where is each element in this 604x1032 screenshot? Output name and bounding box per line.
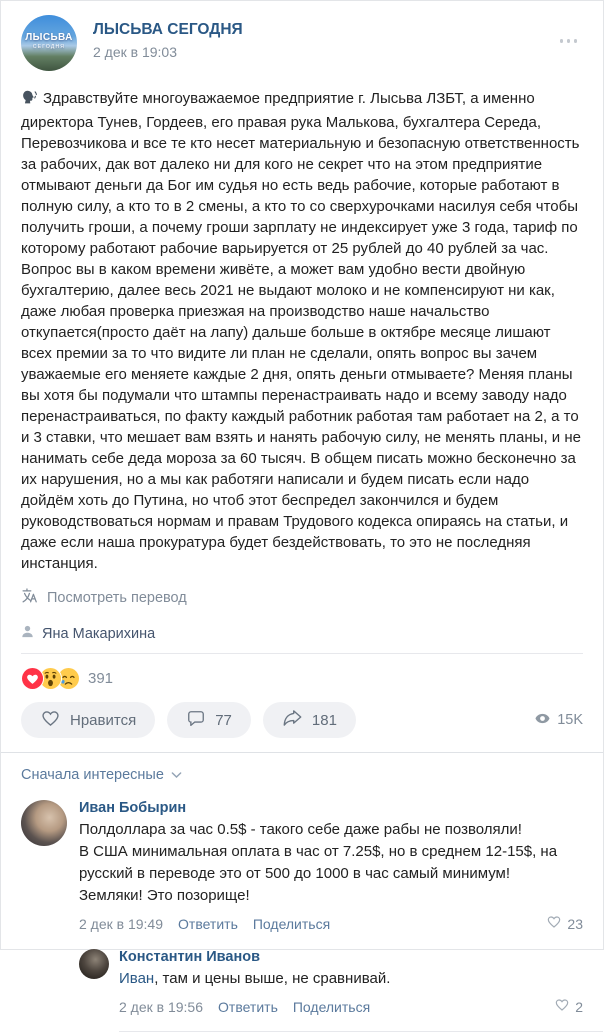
reply-text [119, 968, 583, 990]
translate-link[interactable] [21, 587, 583, 608]
comment-text-line: В США минимальная оплата в час от 7.25$, но в среднем 12-15$, на русский в переводе это от 500 до 1000 в час самый минимум! [79, 843, 558, 882]
reply-body [119, 949, 583, 1016]
post-menu-ellipsis-icon[interactable] [554, 33, 584, 49]
translate-icon [21, 587, 38, 608]
commenter-name-link[interactable]: Иван Бобырин [79, 800, 187, 816]
comment-body [79, 800, 583, 1016]
comments-button[interactable] [167, 702, 251, 738]
reply-likes-count: 2 [575, 998, 583, 1015]
reply-meta [119, 997, 583, 1016]
views-count: 15K [557, 712, 583, 728]
comment-text-line: Полдоллара за час 0.5$ - такого себе даже рабы не позволяли! [79, 821, 522, 838]
reactions-count: 391 [88, 670, 114, 687]
post-date-link[interactable]: 2 дек в 19:03 [93, 44, 178, 60]
replier-name-link[interactable]: Константин Иванов [119, 949, 260, 965]
commenter-avatar[interactable] [21, 800, 67, 846]
share-arrow-icon [282, 708, 303, 733]
heart-outline-icon [554, 997, 570, 1016]
share-button[interactable] [263, 702, 356, 738]
translate-label: Посмотреть перевод [47, 589, 187, 606]
post-header [1, 1, 603, 71]
reply-text-content: , там и цены выше, не сравнивай. [154, 970, 391, 987]
comment-item [21, 800, 583, 1016]
heart-reaction-icon [21, 667, 44, 690]
person-icon [21, 625, 34, 642]
reactions-row[interactable] [21, 667, 583, 690]
replier-avatar[interactable] [79, 949, 109, 979]
like-button[interactable] [21, 702, 155, 738]
avatar-text: ЛЫСЬВА [25, 32, 73, 43]
reply-item [79, 949, 583, 1016]
reply-date-link[interactable]: 2 дек в 19:56 [119, 998, 204, 1015]
mention-link[interactable]: Иван [119, 970, 155, 987]
comment-like-button[interactable] [546, 914, 583, 933]
heart-outline-icon [40, 708, 61, 733]
signature-row[interactable] [21, 625, 583, 654]
comment-text [79, 819, 583, 907]
share-link[interactable]: Поделиться [292, 998, 371, 1015]
share-link[interactable]: Поделиться [252, 915, 331, 932]
comment-likes-count: 23 [567, 915, 583, 932]
reply-link[interactable]: Ответить [218, 998, 278, 1015]
comments-sort-dropdown[interactable] [1, 753, 603, 783]
actions-row [21, 702, 583, 752]
reply-like-button[interactable] [554, 997, 583, 1016]
avatar-text-sub: СЕГОДНЯ [32, 44, 66, 50]
post-text [21, 88, 583, 574]
heart-outline-icon [546, 914, 562, 933]
community-name-link[interactable]: ЛЫСЬВА СЕГОДНЯ [93, 21, 243, 38]
chevron-down-icon [171, 767, 182, 783]
comment-date-link[interactable]: 2 дек в 19:49 [79, 915, 164, 932]
shares-count: 181 [311, 711, 337, 729]
views-counter [534, 710, 583, 731]
like-button-label: Нравится [70, 711, 137, 729]
comment-meta [79, 914, 583, 933]
eye-icon [534, 710, 551, 731]
comment-text-line: Земляки! Это позорище! [79, 887, 250, 904]
comments-count: 77 [215, 711, 232, 729]
header-text [93, 15, 243, 60]
community-avatar[interactable] [21, 15, 77, 71]
sort-label: Сначала интересные [21, 767, 164, 783]
comment-bubble-icon [186, 708, 206, 732]
reply-link[interactable]: Ответить [178, 915, 238, 932]
speaking-head-icon [21, 89, 38, 112]
signature-name: Яна Макарихина [42, 625, 156, 642]
post-text-content: Здравствуйте многоуважаемое предприятие г. Лысьва ЛЗБТ, а именно директора Тунев, Гордеев, его правая рука Малькова, бухгалтера Середа, Перевозчикова и все те кто несет материальную и безопасную ответственность за рабочих, дак вот далеко ни для кого не секрет что на этом предприятие отмывают деньги да Бог им судья но есть ведь рабочие, которые работают в полную силу, а кто то в 2 смены, а кто то со сверхурочками насилуя себя чтобы получить гроши, а почему гроши зарплату не индексирует уже 3 года, тариф по которому работают рабочие варьируется от 25 рублей до 40 рублей за час. Вопрос вы в каком времени живёте, а может вам удобно вести двойную бухгалтерию, далее весь 2021 не выдают молоко и не компенсируют ни как, даже любая проверка приезжая на производство наше начальство откупается(просто даёт на лапу) дальше больше в октябре месяце лишают всех премии за то что видите ли план не сделали, опять вопрос вы зачем уважаемые его меняете каждые 2 дня, опять деньги отмываете? Меняя планы вы хотя бы подумали что штампы перенастраивать надо и всему заводу надо перенастраиваться, по факту каждый работник работая там работает на 2, а то и 3 ставки, что мешает вам взять и нанять рабочую силу, не менять планы, и не нанимать себе деда мороза за 60 тысяч. В общем писать можно бесконечно за их нарушения, но а мы как работяги написали и будем писать если надо дойдём хоть до Путина, но чтоб этот беспредел закончился и будем руководствоваться нормам и правам Трудового кодекса опираясь на статьи, и даже если наша прокуратура будет бездействовать, то это не последняя инстанция. [21, 90, 581, 572]
